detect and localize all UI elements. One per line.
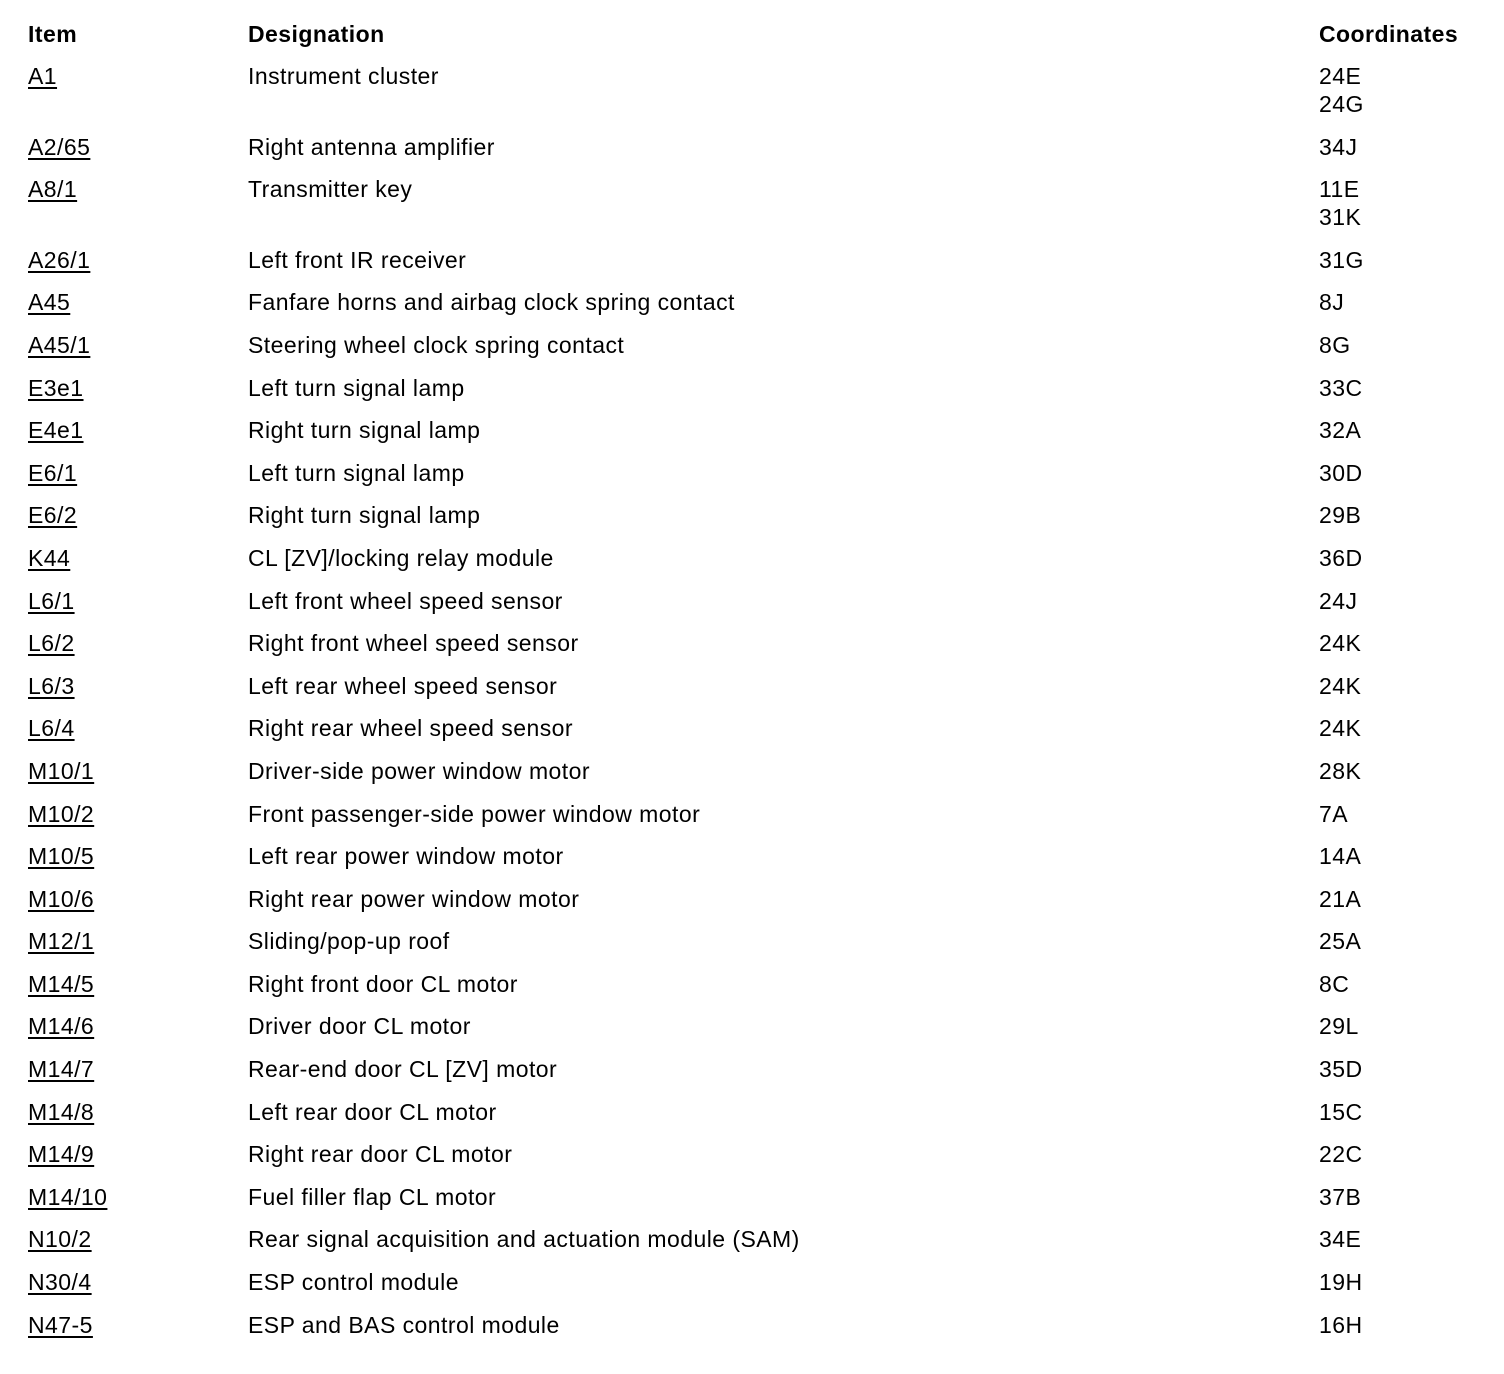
item-link[interactable]: L6/4: [28, 715, 75, 742]
item-link[interactable]: E6/1: [28, 459, 78, 486]
table-row: [28, 927, 1488, 970]
designation-cell: Right rear wheel speed sensor: [248, 715, 573, 742]
coordinate-value: 14A: [1319, 843, 1362, 870]
item-link[interactable]: E3e1: [28, 374, 84, 401]
designation-cell: Left turn signal lamp: [248, 374, 465, 401]
coordinates-cell: [1319, 459, 1363, 487]
coordinate-value: 24K: [1319, 672, 1362, 699]
coordinates-cell: [1319, 885, 1361, 913]
item-cell: [28, 459, 248, 487]
table-row: [28, 970, 1488, 1013]
item-cell: [28, 842, 248, 870]
coordinates-cell: [1319, 714, 1361, 742]
coordinates-cell: [1319, 587, 1357, 615]
table-row: [28, 1183, 1488, 1226]
item-link[interactable]: A45: [28, 289, 71, 316]
designation-cell: CL [ZV]/locking relay module: [248, 544, 554, 571]
coordinates-cell: [1319, 1140, 1363, 1168]
coordinates-cell: [1319, 133, 1357, 161]
designation-cell: Fanfare horns and airbag clock spring contact: [248, 289, 735, 316]
item-cell: [28, 714, 248, 742]
table-row: [28, 133, 1488, 176]
designation-cell: Left rear power window motor: [248, 843, 564, 870]
coordinate-value: 11E: [1319, 176, 1360, 203]
coordinates-cell: [1319, 544, 1363, 572]
item-cell: [28, 246, 248, 274]
coordinate-value: 25A: [1319, 928, 1362, 955]
coordinate-value: 34E: [1319, 1226, 1362, 1253]
item-link[interactable]: M14/9: [28, 1141, 95, 1168]
coordinate-value: 37B: [1319, 1183, 1362, 1210]
table-row: [28, 331, 1488, 374]
coordinate-value: 32A: [1319, 417, 1362, 444]
item-cell: [28, 970, 248, 998]
table-row: [28, 246, 1488, 289]
coordinate-value: 22C: [1319, 1141, 1363, 1168]
coordinate-value: 24K: [1319, 630, 1362, 657]
designation-cell: ESP control module: [248, 1269, 459, 1296]
item-cell: [28, 416, 248, 444]
item-link[interactable]: M14/7: [28, 1056, 95, 1083]
item-link[interactable]: M10/1: [28, 757, 95, 784]
header-item: Item: [28, 21, 78, 47]
table-row: [28, 800, 1488, 843]
table-row: [28, 1140, 1488, 1183]
table-row: [28, 416, 1488, 459]
item-link[interactable]: N10/2: [28, 1226, 92, 1253]
item-link[interactable]: L6/2: [28, 630, 75, 657]
designation-cell: Transmitter key: [248, 176, 413, 203]
item-cell: [28, 885, 248, 913]
designation-cell: Driver door CL motor: [248, 1013, 471, 1040]
coordinates-cell: [1319, 757, 1361, 785]
item-cell: [28, 1140, 248, 1168]
coordinates-cell: [1319, 175, 1361, 231]
table-row: [28, 459, 1488, 502]
coordinates-cell: [1319, 800, 1348, 828]
item-link[interactable]: N47-5: [28, 1311, 93, 1338]
table-row: [28, 62, 1488, 133]
item-cell: [28, 1311, 248, 1339]
designation-cell: Right rear power window motor: [248, 885, 580, 912]
coordinate-value: 24G: [1319, 91, 1364, 117]
coordinate-value: 34J: [1319, 133, 1358, 160]
coordinates-cell: [1319, 970, 1349, 998]
item-link[interactable]: L6/1: [28, 587, 75, 614]
item-link[interactable]: M14/6: [28, 1013, 95, 1040]
coordinates-cell: [1319, 1225, 1361, 1253]
designation-cell: Front passenger-side power window motor: [248, 800, 701, 827]
table-row: [28, 374, 1488, 417]
coordinates-cell: [1319, 1268, 1363, 1296]
designation-cell: Left front IR receiver: [248, 246, 467, 273]
table-row: [28, 757, 1488, 800]
designation-cell: Right front wheel speed sensor: [248, 630, 579, 657]
coordinates-cell: [1319, 246, 1364, 274]
item-link[interactable]: E6/2: [28, 502, 78, 529]
item-link[interactable]: M14/8: [28, 1098, 95, 1125]
item-cell: [28, 62, 248, 90]
designation-cell: Fuel filler flap CL motor: [248, 1183, 497, 1210]
coordinates-cell: [1319, 331, 1351, 359]
designation-cell: Left rear wheel speed sensor: [248, 672, 558, 699]
table-row: [28, 1012, 1488, 1055]
table-row: [28, 544, 1488, 587]
item-cell: [28, 175, 248, 203]
coordinates-cell: [1319, 62, 1364, 118]
item-cell: [28, 927, 248, 955]
table-row: [28, 672, 1488, 715]
item-cell: [28, 1012, 248, 1040]
item-link[interactable]: A8/1: [28, 176, 78, 203]
item-cell: [28, 1055, 248, 1083]
coordinate-value: 36D: [1319, 544, 1363, 571]
component-legend-table: [28, 20, 1488, 1353]
item-cell: [28, 544, 248, 572]
item-link[interactable]: A1: [28, 63, 58, 89]
item-cell: [28, 800, 248, 828]
designation-cell: Left rear door CL motor: [248, 1098, 497, 1125]
designation-cell: Right rear door CL motor: [248, 1141, 513, 1168]
item-cell: [28, 1183, 248, 1211]
table-body: [28, 62, 1488, 1353]
item-link[interactable]: M12/1: [28, 928, 95, 955]
item-cell: [28, 133, 248, 161]
item-link[interactable]: K44: [28, 544, 71, 571]
coordinates-cell: [1319, 501, 1361, 529]
coordinates-cell: [1319, 927, 1361, 955]
coordinate-value: 29B: [1319, 502, 1362, 529]
coordinates-cell: [1319, 672, 1361, 700]
designation-cell: Right turn signal lamp: [248, 502, 481, 529]
designation-cell: Left turn signal lamp: [248, 459, 465, 486]
coordinate-value: 15C: [1319, 1098, 1363, 1125]
item-cell: [28, 331, 248, 359]
table-row: [28, 1268, 1488, 1311]
table-row: [28, 1311, 1488, 1354]
coordinate-value: 24K: [1319, 715, 1362, 742]
designation-cell: Right antenna amplifier: [248, 133, 495, 160]
designation-cell: Rear-end door CL [ZV] motor: [248, 1056, 558, 1083]
item-link[interactable]: A2/65: [28, 133, 91, 160]
coordinate-value: 19H: [1319, 1269, 1363, 1296]
item-link[interactable]: N30/4: [28, 1269, 92, 1296]
coordinates-cell: [1319, 629, 1361, 657]
designation-cell: Driver-side power window motor: [248, 757, 590, 784]
item-cell: [28, 374, 248, 402]
coordinate-value: 16H: [1319, 1311, 1363, 1338]
item-link[interactable]: E4e1: [28, 417, 84, 444]
item-cell: [28, 587, 248, 615]
coordinates-cell: [1319, 1311, 1363, 1339]
coordinate-value: 29L: [1319, 1013, 1359, 1040]
item-link[interactable]: M14/10: [28, 1183, 108, 1210]
coordinates-cell: [1319, 842, 1361, 870]
table-row: [28, 885, 1488, 928]
coordinates-cell: [1319, 374, 1363, 402]
coordinate-value: 31K: [1319, 204, 1362, 231]
header-designation: Designation: [248, 21, 385, 47]
coordinates-cell: [1319, 1098, 1363, 1126]
table-row: [28, 714, 1488, 757]
item-cell: [28, 1225, 248, 1253]
header-coordinates: Coordinates: [1319, 21, 1459, 47]
item-cell: [28, 757, 248, 785]
coordinate-value: 24J: [1319, 587, 1358, 614]
item-cell: [28, 1268, 248, 1296]
coordinate-value: 28K: [1319, 757, 1362, 784]
item-link[interactable]: A45/1: [28, 331, 91, 358]
item-cell: [28, 501, 248, 529]
table-row: [28, 501, 1488, 544]
designation-cell: Rear signal acquisition and actuation module (SAM): [248, 1226, 800, 1253]
designation-cell: Sliding/pop-up roof: [248, 928, 450, 955]
designation-cell: ESP and BAS control module: [248, 1311, 560, 1338]
table-header: [28, 20, 1488, 62]
item-link[interactable]: A26/1: [28, 246, 91, 273]
coordinate-value: 30D: [1319, 459, 1363, 486]
table-row: [28, 1225, 1488, 1268]
table-row: [28, 288, 1488, 331]
coordinate-value: 31G: [1319, 246, 1364, 273]
item-cell: [28, 672, 248, 700]
coordinate-value: 8C: [1319, 970, 1350, 997]
item-link[interactable]: L6/3: [28, 672, 75, 699]
coordinates-cell: [1319, 1012, 1359, 1040]
item-cell: [28, 288, 248, 316]
coordinate-value: 24E: [1319, 63, 1362, 89]
table-row: [28, 629, 1488, 672]
coordinates-cell: [1319, 1183, 1361, 1211]
item-link[interactable]: M14/5: [28, 970, 95, 997]
item-link[interactable]: M10/5: [28, 843, 95, 870]
designation-cell: Right front door CL motor: [248, 970, 518, 997]
item-cell: [28, 1098, 248, 1126]
table-row: [28, 175, 1488, 246]
designation-cell: Right turn signal lamp: [248, 417, 481, 444]
item-cell: [28, 629, 248, 657]
coordinate-value: 8G: [1319, 331, 1351, 358]
item-link[interactable]: M10/6: [28, 885, 95, 912]
coordinates-cell: [1319, 1055, 1363, 1083]
table-row: [28, 842, 1488, 885]
table-row: [28, 1098, 1488, 1141]
designation-cell: Instrument cluster: [248, 63, 439, 89]
coordinate-value: 8J: [1319, 289, 1345, 316]
coordinate-value: 21A: [1319, 885, 1362, 912]
table-row: [28, 587, 1488, 630]
coordinate-value: 7A: [1319, 800, 1349, 827]
coordinate-value: 33C: [1319, 374, 1363, 401]
item-link[interactable]: M10/2: [28, 800, 95, 827]
coordinates-cell: [1319, 288, 1344, 316]
designation-cell: Left front wheel speed sensor: [248, 587, 563, 614]
table-row: [28, 1055, 1488, 1098]
designation-cell: Steering wheel clock spring contact: [248, 331, 625, 358]
coordinate-value: 35D: [1319, 1056, 1363, 1083]
coordinates-cell: [1319, 416, 1361, 444]
